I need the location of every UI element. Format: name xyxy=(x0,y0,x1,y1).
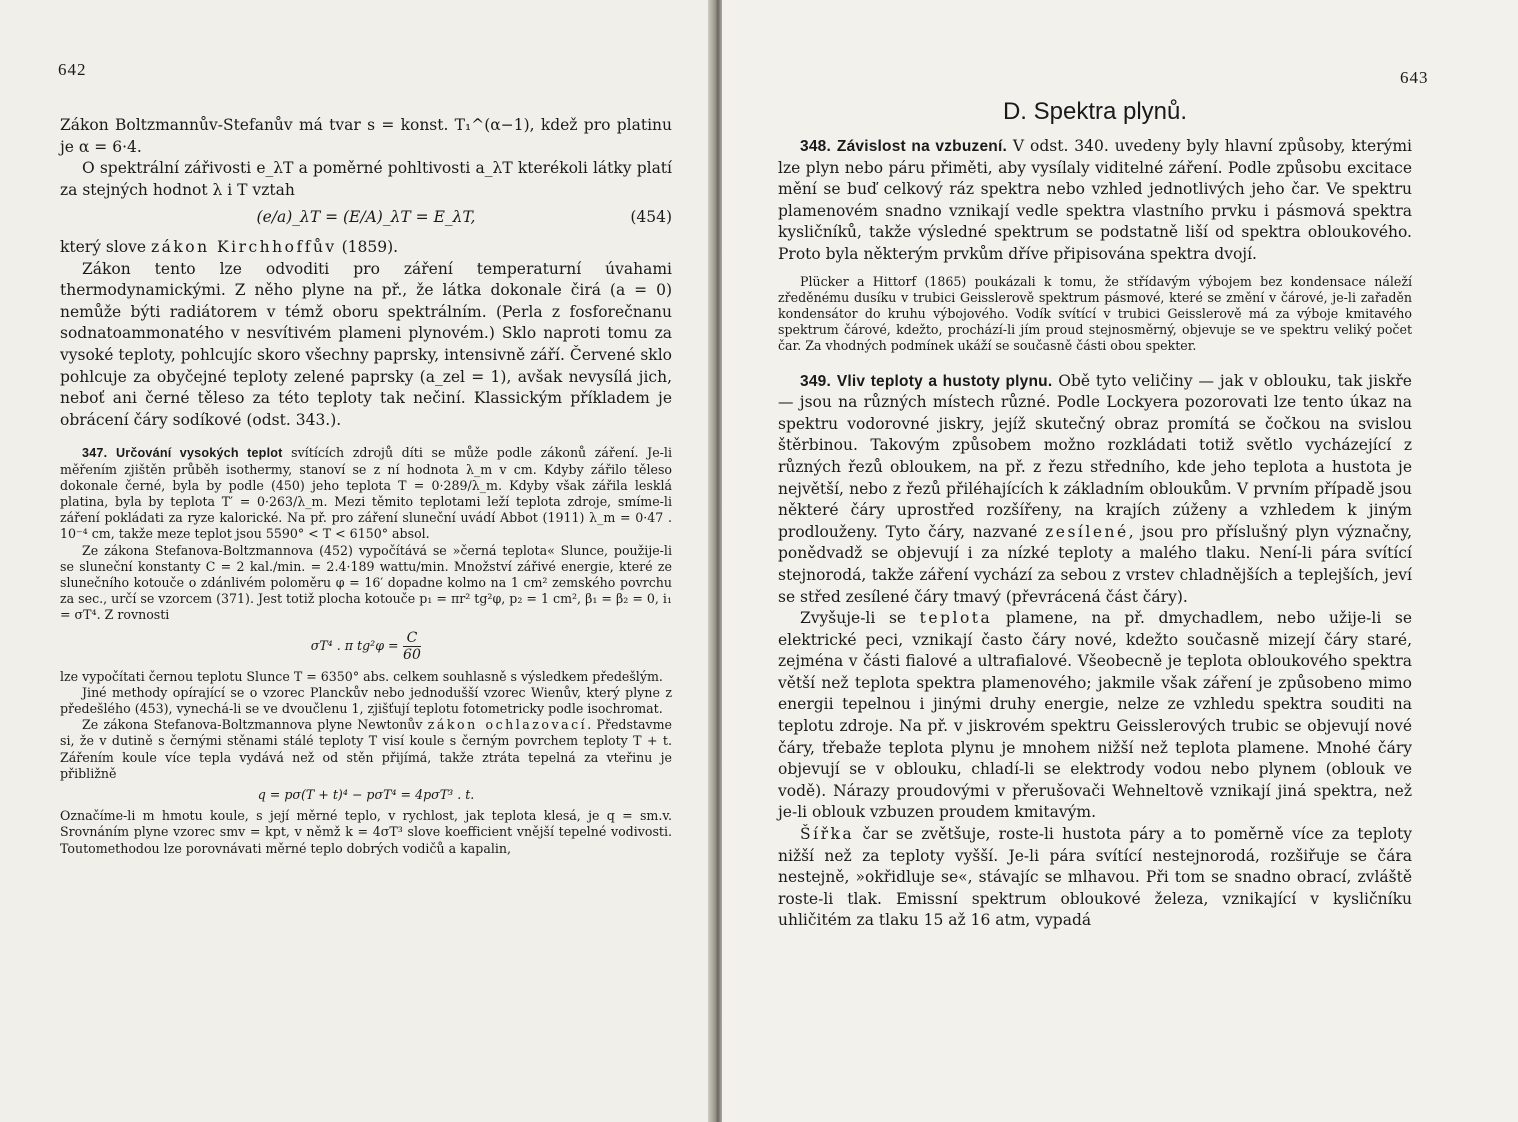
paragraph: Zákon Boltzmannův-Stefanův má tvar s = konst. T₁^(α−1), kdež pro platinu je α = 6·4. xyxy=(60,116,672,156)
paragraph: Jiné methody opírající se o vzorec Planckův nebo jednodušší vzorec Wienův, který plyne z předešlého (453), vynechá-li se ve dvoučlenu 1, zjišťují teplotu fotometricky podle isochromat. xyxy=(60,684,672,716)
paragraph: lze vypočítati černou teplotu Slunce T = 6350° abs. celkem souhlasně s výsledkem předešlým. xyxy=(60,668,663,684)
equation-formula: (e/a)_λT = (E/A)_λT = E_λT, xyxy=(256,208,476,227)
law-name: zákon ochlazovací xyxy=(427,717,588,733)
paragraph: O spektrální zářivosti e_λT a poměrné pohltivosti a_λT kterékoli látky platí za stejných hodnot λ i T vztah xyxy=(60,159,672,199)
paragraph: Ze zákona Stefanova-Boltzmannova (452) vypočítává se »černá teplota« Slunce, použije-li se sluneční konstanty C = 2 kal./min. = 2.4·189 wattu/min. Množství zářivé energie, které ze slunečního kotouče o zdánlivém poloměru φ = 16′ dopadne kolmo na 1 cm² zemského povrchu za sec., určí se vzorcem (371). Jest totiž plocha kotouče p₁ = πr² tg²φ, p₂ = 1 cm², β₁ = β₂ = 0, i₁ = σT⁴. Z rovnosti xyxy=(60,542,672,623)
left-page xyxy=(0,0,712,1122)
section-heading: Závislost na vzbuzení. xyxy=(836,138,1007,155)
equation-sun: σT⁴ . π tg²φ = $\frac{C}{60}$ xyxy=(310,629,421,663)
left-column xyxy=(60,115,672,857)
paragraph: Zvyšuje-li se teplota plamene, na př. dmychadlem, nebo užije-li se elektrické peci, vznikají často čáry nové, kdežto současně mizejí čáry staré, zejména v části fialové a ultrafialové. Všeobecně je teplota obloukového spektra větší než teplota spektra plamenového; jakmile však záření je způsobeno mimo energii tepelnou i jinými druhy energie, nelze ze vzhledu spektra souditi na teplotu zdroje. Na př. v jiskrovém spektru Geisslerových trubic se objevují nové čáry, třebaže teplota plynu je mnohem nižší než teplota plamene. Mnohé čáry objevují se v oblouku, chladí-li se elektrody vodou nebo plynem (oblouk ve vodě). Nárazy proudovými v přerušovači Wehneltově vznikají jiná spektra, než je-li oblouk vzbuzen proudem kmitavým. xyxy=(778,609,1412,822)
page-number: 642 xyxy=(58,60,87,79)
emphasis: zesílené xyxy=(1045,522,1129,541)
emphasis: Šířka xyxy=(800,825,855,844)
section-349: 349. Vliv teploty a hustoty plynu. Obě tyto veličiny — jak v oblouku, tak jiskře — jsou na různých místech různé. Podle Lockyera pozorovati lze tento úkaz na spektru vodorovné jiskry, jejíž skutečný obraz promítá se čočkou na svislou štěrbinou. Takovým způsobem možno rozkládati totiž světlo vycházející z různých řezů obloukem, na př. z řezu středního, kde jeho teplota a hustota je největší, nebo z řezů přiléhajících k základním obloukům. V prvním případě jsou některé čáry uprostřed rozšířeny, na krajích zúženy a vzhledem k jiným prodlouženy. Tyto čáry, nazvané zesílené, jsou pro příslušný plyn význačny, ponědvadž se objevují i za nízké teploty a malého tlaku. Není-li pára svítící stejnorodá, takže záření vychází za sebou z vrstev chladnějších a teplejších, jeví se střed zesílené čáry tmavý (převrácená část čáry). xyxy=(778,371,1412,606)
section-number: 348. xyxy=(800,138,831,155)
chapter-title: D. Spektra plynů. xyxy=(1002,98,1188,125)
page-number: 643 xyxy=(1400,68,1429,87)
equation-q: q = pσ(T + t)⁴ − pσT⁴ = 4pσT³ . t. xyxy=(257,786,475,802)
paragraph: Plücker a Hittorf (1865) poukázali k tomu, že střídavým výbojem bez kondensace náleží zředěnému dusíku v trubici Geisslerově spektrum pásmové, které se změní v čárové, je-li zařaděn kondensátor do kruhu výbojového. Vodík svítící v trubici Geisslerově má za výboje kmitavého spektrum čárové, kdežto, prochází-li jím proud stejnosměrný, objevuje se ve spektru veliký počet čar. Za vhodných podmínek ukáží se současně části obou spekter. xyxy=(778,273,1412,354)
paragraph: který slove zákon Kirchhoffův (1859). xyxy=(60,237,399,256)
paragraph: Ze zákona Stefanova-Boltzmannova plyne Newtonův zákon ochlazovací. Představme si, že v dutině s černými stěnami stálé teploty T visí koule s černým povrchem teploty T + t. Zářením koule více tepla vydává než od stěn přijímá, takže ztráta tepelná za vteřinu je přibližně xyxy=(60,717,673,781)
section-347: 347. Určování vysokých teplot svítících zdrojů díti se může podle zákonů záření. Je-li měřením zjištěn průběh isothermy, stanoví se z ní hodnota λ_m v cm. Kdyby zářilo těleso dokonale černé, byla by podle (450) jeho teplota T = 0·289/λ_m. Kdyby však zářila lesklá platina, byla by teplota T′ = 0·263/λ_m. Mezi těmito teplotami leží teplota zdroje, smíme-li záření pokládati za ryze kalorické. Na př. pro záření sluneční uvádí Abbot (1911) λ_m = 0·47 . 10⁻⁴ cm, takže meze teplot jsou 5590° < T < 6150° absol. xyxy=(60,445,672,542)
paragraph: Zákon tento lze odvoditi pro záření temperaturní úvahami thermodynamickými. Z něho plyne na př., že látka dokonale čirá (a = 0) nemůže býti radiátorem v témž oboru spektrálním. (Perla z fosforečnanu sodnatoammonatého v nesvítivém plameni plynovém.) Sklo naproti tomu za vysoké teploty, pohlcujíc skoro všechny paprsky, intensivně září. Červené sklo pohlcuje za obyčejné teploty zelené paprsky (a_zel = 1), avšak nevysílá jich, neboť ani černé těleso za této teploty tak nečiní. Klassickým příkladem je obrácení čáry sodíkové (odst. 343.). xyxy=(60,259,672,429)
section-number: 349. xyxy=(800,372,831,390)
paragraph: Označíme-li m hmotu koule, s její měrné teplo, v rychlost, jak teplota klesá, je q = sm.v. Srovnáním plyne vzorec smv = kpt, v němž k = 4σT³ slove koefficient vnější tepelné vodivosti. Toutomethodou lze porovnávati měrné teplo dobrých vodičů a kapalin, xyxy=(60,808,672,856)
emphasis: teplota xyxy=(919,609,993,628)
section-number: 347. xyxy=(82,446,108,461)
right-column xyxy=(778,92,1412,932)
section-348: 348. Závislost na vzbuzení. V odst. 340. uvedeny byly hlavní způsoby, kterými lze plyn nebo páru přiměti, aby vysílaly viditelné záření. Podle způsobu excitace mění se buď celkový ráz spektra nebo vzhled jednotlivých jeho čar. Ve spektru plamenovém snadno vznikají vedle spektra vlastního prvku i pásmová spektra kysličníků, takže výsledné spektrum se podstatně liší od spektra obloukového. Proto byla některým prvkům dříve připisována spektra dvojí. xyxy=(778,137,1412,263)
section-heading: Vliv teploty a hustoty plynu. xyxy=(836,372,1053,390)
right-page xyxy=(722,0,1518,1122)
law-name: zákon Kirchhoffův xyxy=(151,237,337,256)
fraction: $\frac{C}{60}$ xyxy=(403,629,421,663)
paragraph: Šířka čar se zvětšuje, roste-li hustota páry a to poměrně více za teploty nižší než za teploty vyšší. Je-li pára svítící nestejnorodá, rozšiřuje se čára nestejně, »okřidluje se«, stávajíc se mlhavou. Při tom se snadno obrací, zvláště roste-li tlak. Emissní spektrum obloukové železa, vznikající v kysličníku uhličitém za tlaku 15 až 16 atm, vypadá xyxy=(778,825,1412,930)
equation-number: (454) xyxy=(630,208,672,227)
equation-454 xyxy=(60,207,672,229)
section-heading: Určování vysokých teplot xyxy=(115,446,283,461)
